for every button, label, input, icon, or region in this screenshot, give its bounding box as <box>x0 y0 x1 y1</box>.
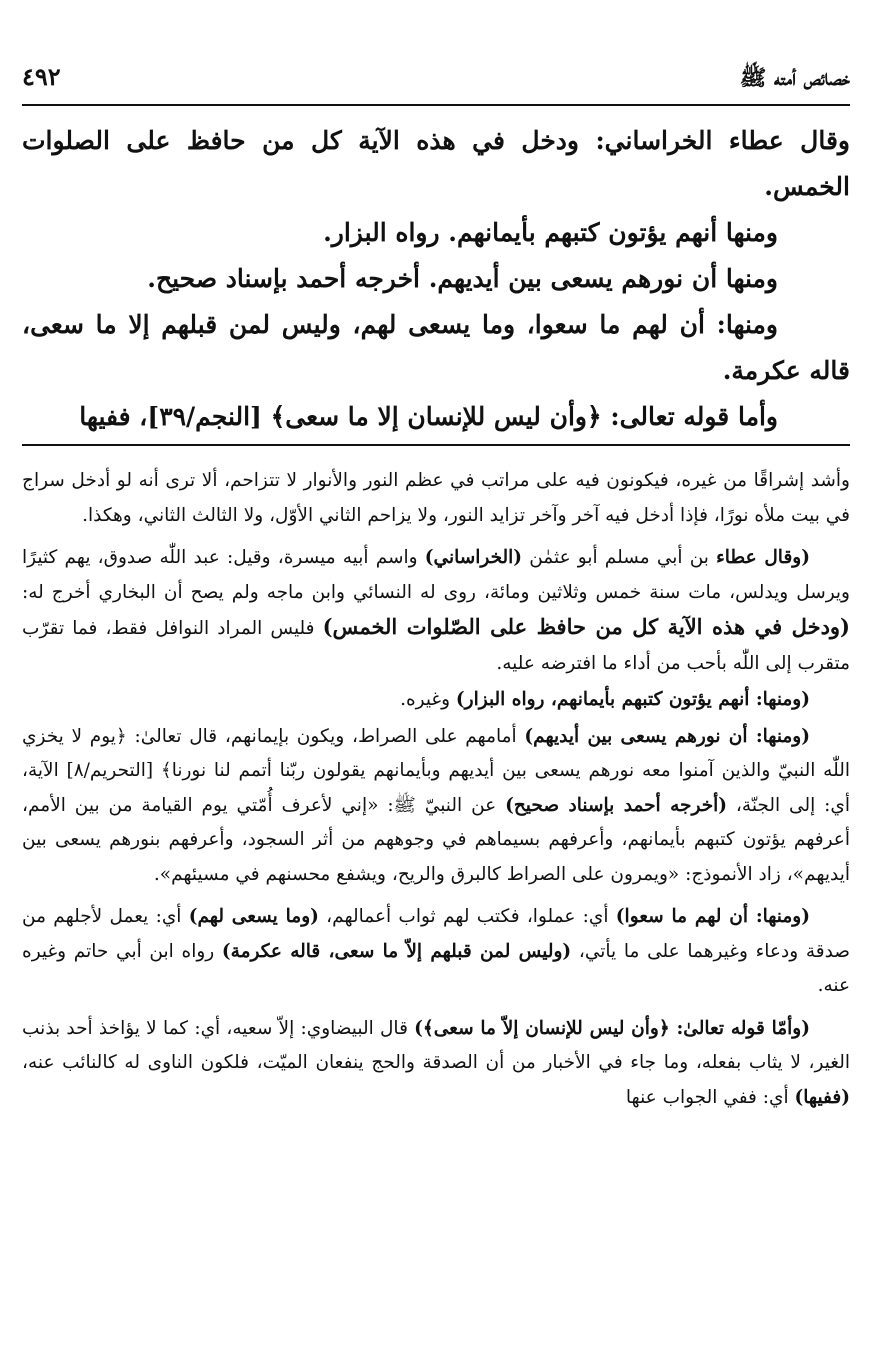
quote-bold: (وما يسعى لهم) <box>188 906 319 927</box>
quote-bold: (ودخل في هذه الآية كل من حافظ على الصّلوات الخمس) <box>322 614 850 639</box>
commentary-text: فليس المراد النوافل فقط، فما تقرّب متقرب إلى اللّٰه بأحب من أداء ما افترضه عليه. <box>22 618 850 674</box>
commentary-text: أمامهم على الصراط، ويكون بإيمانهم، قال تعالىٰ: ﴿يوم لا يخزي اللّٰه النبيّ والذين آمنوا معه نورهم يسعى بين أيديهم وبأيمانهم يقولون ربّنا أتمم لنا نورنا﴾ [التحريم/٨] الآية، أي: إلى الجنّة، <box>22 725 850 816</box>
main-paragraph: وأما قوله تعالى: ﴿وأن ليس للإنسان إلا ما سعى﴾ [النجم/٣٩]، ففيها <box>79 402 778 431</box>
main-paragraph: ومنها أن نورهم يسعى بين أيديهم. أخرجه أحمد بإسناد صحيح. <box>147 264 778 293</box>
commentary-text: عن النبيّ ﷺ: «إني لأعرف أُمّتي يوم القيامة من بين الأمم، أعرفهم يؤتون كتبهم بأيمانهم، وأعرفهم بسيماهم في وجوههم من أثر السجود، وأعرفهم بنورهم يسعى بين أيديهم»، زاد الأنموذج: «ويمرون على الصراط كالبرق والريح، ويشفع محسنهم في مسيئهم». <box>22 794 850 885</box>
commentary <box>22 464 850 1115</box>
commentary-text: أي: عملوا، فكتب لهم ثواب أعمالهم، <box>318 906 616 927</box>
page <box>22 60 850 1117</box>
commentary-paragraph <box>22 720 850 893</box>
commentary-paragraph: وأشد إشراقًا من غيره، فيكونون فيه على مراتب في عظم النور والأنوار لا تتزاحم، ألا ترى أنه لو أدخل سراج في بيت ملأه نورًا، فإذا أدخل فيه آخر وآخر تزايد النور، ولا يزاحم الثاني الأوّل، ولا الثالث الثاني، وهكذا. <box>22 470 850 526</box>
quote-bold: (ومنها: أن نورهم يسعى بين أيديهم) <box>524 725 810 747</box>
commentary-paragraph <box>22 541 850 681</box>
commentary-paragraph <box>22 900 850 1004</box>
page-number: ٤٩٢ <box>22 62 61 91</box>
commentary-text: واسم أبيه ميسرة، وقيل: عبد اللّٰه صدوق، يهم كثيرًا ويرسل ويدلس، مات سنة خمس وثلاثين ومائة، روى له النسائي وابن ماجه ولم يصح أن البخاري أخرج له: <box>22 547 850 603</box>
main-paragraph: وقال عطاء الخراساني: ودخل في هذه الآية كل من حافظ على الصلوات الخمس. <box>22 126 850 201</box>
commentary-divider <box>22 444 850 446</box>
commentary-text: أي: يعمل لأجلهم من صدقة ودعاء وغيرهما على ما يأتي، <box>22 906 851 962</box>
commentary-paragraph <box>22 1012 850 1116</box>
quote-bold: (ومنها: أنهم يؤتون كتبهم بأيمانهم، رواه البزار) <box>455 689 810 710</box>
quote-bold: (أخرجه أحمد بإسناد صحيح) <box>505 794 728 816</box>
commentary-text: قال البيضاوي: إلاّ سعيه، أي: كما لا يؤاخذ أحد بذنب الغير، لا يثاب بفعله، وما جاء في الأخبار من أن الصدقة والحج ينفعان الميّت، فلكون الناوى له كالنائب عنه، <box>22 1017 850 1073</box>
quote-bold: (وقال عطاء <box>716 547 810 568</box>
quote-bold: (وليس لمن قبلهم إلاّ ما سعى، قاله عكرمة) <box>221 940 572 962</box>
commentary-paragraph <box>22 683 850 718</box>
quote-bold: (الخراساني) <box>424 547 523 568</box>
commentary-text: أي: ففي الجواب عنها <box>625 1086 795 1108</box>
commentary-text: وغيره. <box>400 689 456 710</box>
main-paragraph: ومنها أنهم يؤتون كتبهم بأيمانهم. رواه البزار. <box>323 218 778 247</box>
main-text <box>22 118 850 440</box>
quote-bold: (ففيها) <box>794 1086 850 1108</box>
header-title: خصائص أمته ﷺ <box>739 65 850 91</box>
running-header <box>22 60 850 102</box>
header-rule <box>22 104 850 106</box>
commentary-text: رواه ابن أبي حاتم وغيره عنه. <box>22 940 850 996</box>
main-paragraph: ومنها: أن لهم ما سعوا، وما يسعى لهم، وليس لمن قبلهم إلا ما سعى، قاله عكرمة. <box>22 310 850 385</box>
quote-bold: (ومنها: أن لهم ما سعوا) <box>615 906 810 927</box>
commentary-text: بن أبي مسلم أبو عثمٰن <box>522 547 717 568</box>
quote-bold: (وأمّا قوله تعالىٰ: ﴿وأن ليس للإنسان إلاّ ما سعى﴾) <box>414 1017 810 1039</box>
